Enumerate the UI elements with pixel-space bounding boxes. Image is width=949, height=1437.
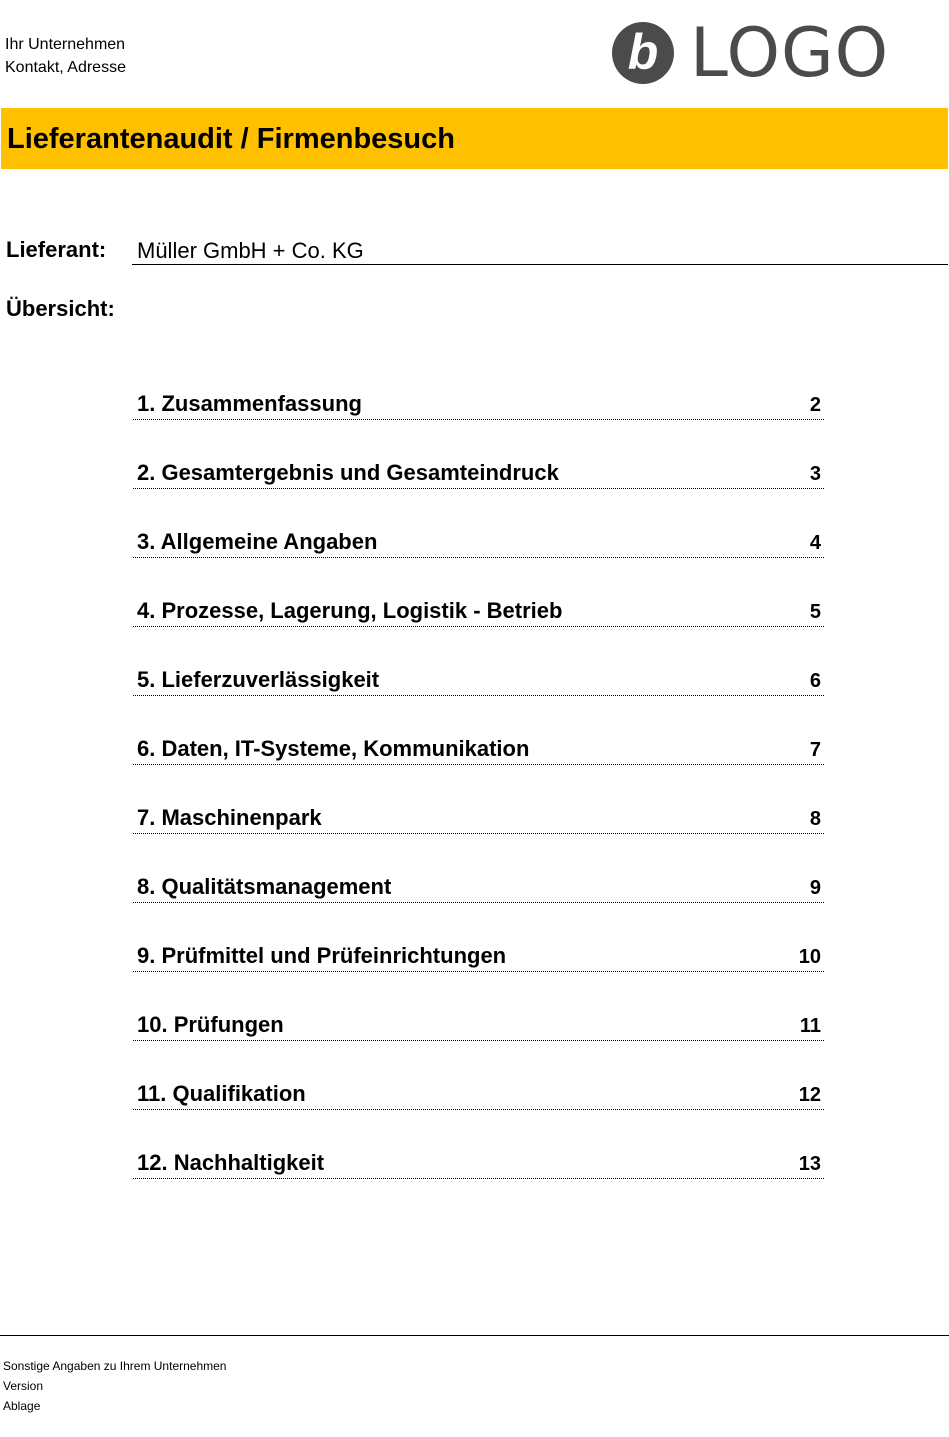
toc-item-title: 9. Prüfmittel und Prüfeinrichtungen xyxy=(137,943,507,968)
footer-version: Version xyxy=(3,1379,44,1393)
toc-item[interactable] xyxy=(133,595,824,627)
toc-item-page: 6 xyxy=(809,670,821,692)
toc-item-page: 9 xyxy=(809,877,821,899)
toc-item[interactable] xyxy=(133,1147,824,1179)
logo-mark-letter: b xyxy=(627,24,659,80)
toc-item[interactable] xyxy=(133,457,824,489)
toc-item-title: 3. Allgemeine Angaben xyxy=(137,529,378,554)
toc-item[interactable] xyxy=(133,733,824,765)
toc-item-page: 2 xyxy=(809,394,821,416)
company-contact: Kontakt, Adresse xyxy=(5,59,126,76)
toc-item-title: 2. Gesamtergebnis und Gesamteindruck xyxy=(137,460,559,485)
table-of-contents xyxy=(133,388,824,1216)
toc-item-page: 8 xyxy=(809,808,821,830)
footer xyxy=(3,1356,226,1416)
toc-item-page: 3 xyxy=(809,463,821,485)
toc-item-page: 5 xyxy=(809,601,821,623)
toc-item-title: 7. Maschinenpark xyxy=(137,805,322,830)
toc-item-title: 10. Prüfungen xyxy=(137,1012,284,1037)
overview-label: Übersicht: xyxy=(6,296,115,321)
toc-item-title: 6. Daten, IT-Systeme, Kommunikation xyxy=(137,736,530,761)
footer-divider xyxy=(0,1335,949,1336)
toc-item[interactable] xyxy=(133,526,824,558)
toc-item-title: 4. Prozesse, Lagerung, Logistik - Betrieb xyxy=(137,598,563,623)
toc-item[interactable] xyxy=(133,664,824,696)
toc-item-page: 13 xyxy=(798,1153,821,1175)
toc-item-page: 4 xyxy=(809,532,821,554)
toc-item-title: 12. Nachhaltigkeit xyxy=(137,1150,325,1175)
toc-item-page: 11 xyxy=(799,1015,821,1037)
toc-item-title: 5. Lieferzuverlässigkeit xyxy=(137,667,380,692)
toc-item-title: 1. Zusammenfassung xyxy=(137,391,362,416)
toc-item-title: 8. Qualitätsmanagement xyxy=(137,874,392,899)
logo-mark-icon xyxy=(612,22,674,84)
company-info xyxy=(5,33,126,79)
title-bar xyxy=(1,108,948,169)
toc-item-page: 7 xyxy=(809,739,821,761)
supplier-value: Müller GmbH + Co. KG xyxy=(137,238,364,263)
footer-filing: Ablage xyxy=(3,1399,41,1413)
logo-text: LOGO xyxy=(690,14,890,93)
company-name: Ihr Unternehmen xyxy=(5,36,126,53)
toc-item-page: 10 xyxy=(798,946,821,968)
toc-item[interactable] xyxy=(133,871,824,903)
toc-item[interactable] xyxy=(133,940,824,972)
toc-item-title: 11. Qualifikation xyxy=(137,1081,306,1106)
supplier-label: Lieferant: xyxy=(6,237,107,262)
toc-item[interactable] xyxy=(133,1078,824,1110)
toc-item[interactable] xyxy=(133,802,824,834)
supplier-field[interactable] xyxy=(132,236,948,265)
toc-item-page: 12 xyxy=(798,1084,821,1106)
document-title: Lieferantenaudit / Firmenbesuch xyxy=(7,123,455,155)
toc-item[interactable] xyxy=(133,1009,824,1041)
footer-company-info: Sonstige Angaben zu Ihrem Unternehmen xyxy=(3,1359,227,1373)
toc-item[interactable] xyxy=(133,388,824,420)
company-logo xyxy=(612,14,932,93)
